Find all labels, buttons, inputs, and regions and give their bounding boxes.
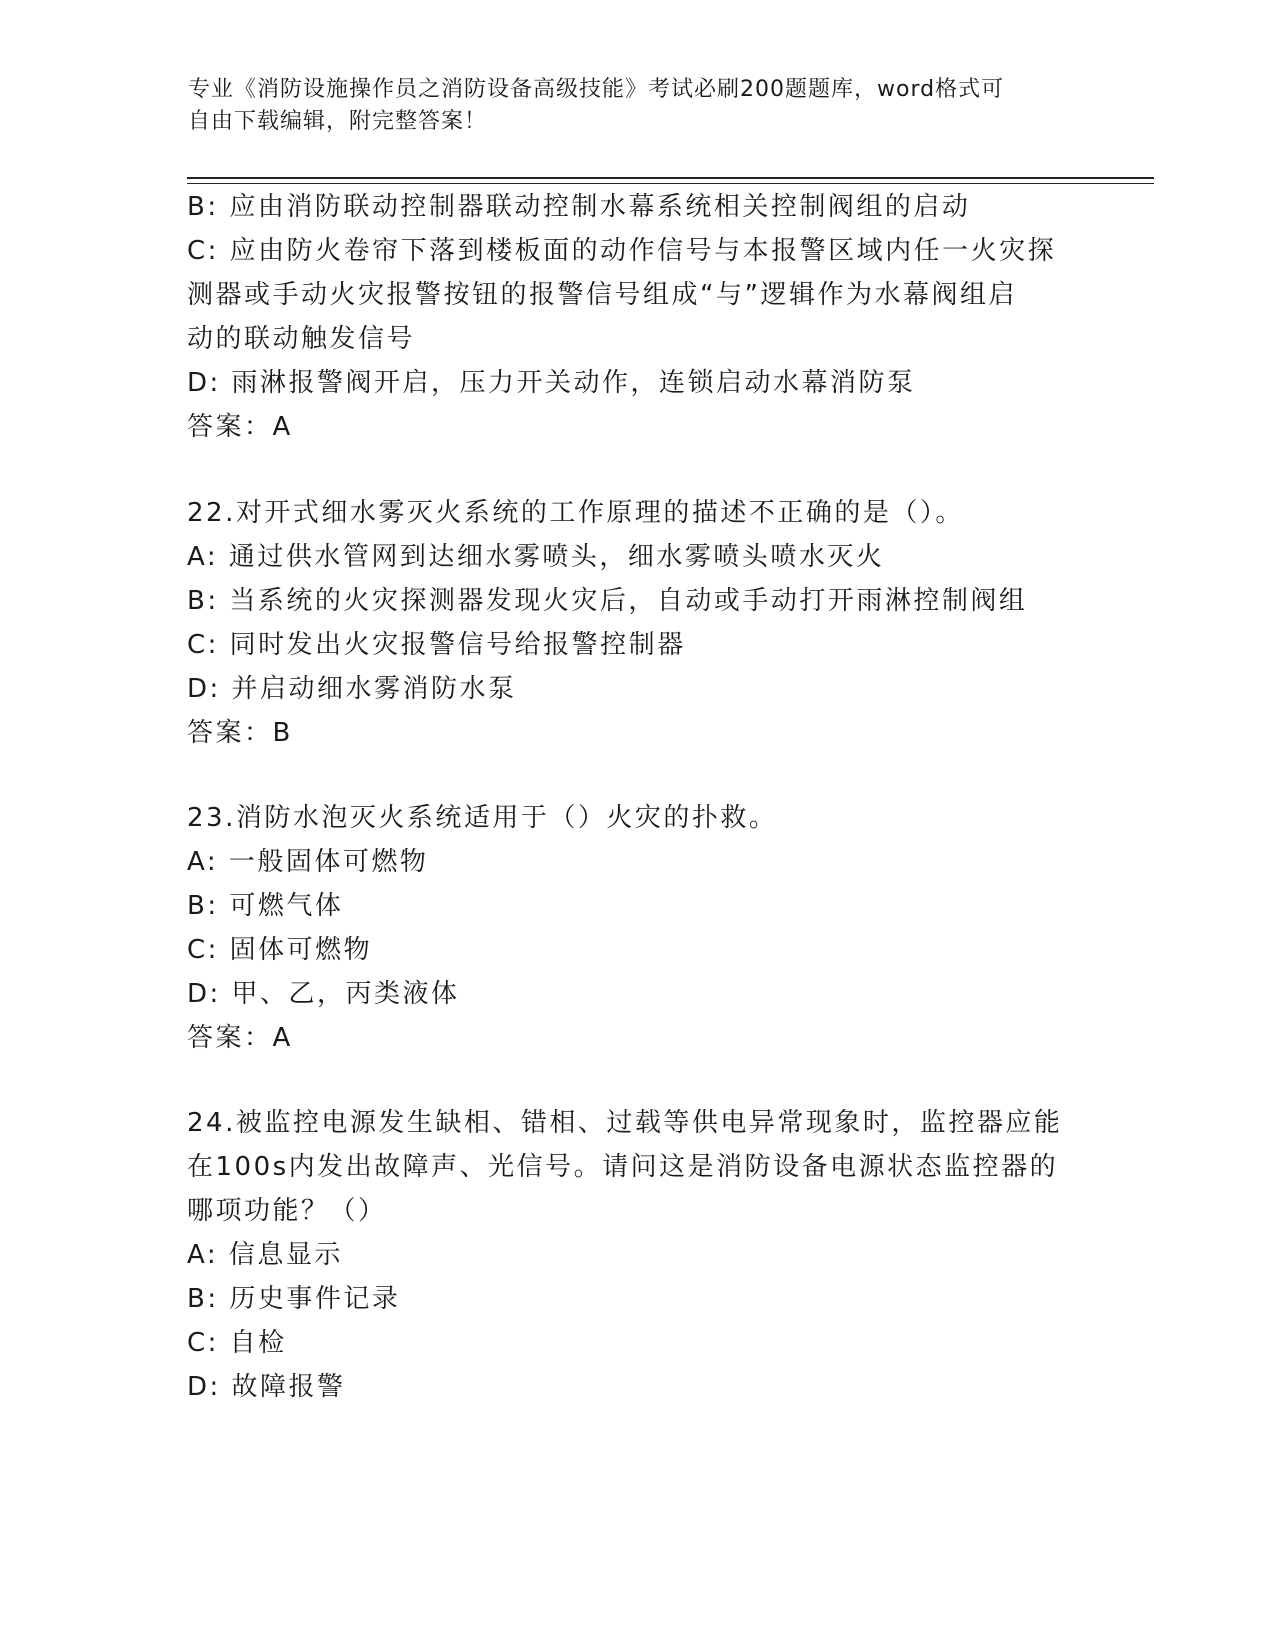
q21-option-b: B: 应由消防联动控制器联动控制水幕系统相关控制阀组的启动 <box>187 192 971 222</box>
document-header <box>188 74 1068 138</box>
q23-option-c: C: 固体可燃物 <box>187 935 373 965</box>
q22-option-b: B: 当系统的火灾探测器发现火灾后，自动或手动打开雨淋控制阀组 <box>187 586 1028 616</box>
q24-stem-line-3: 哪项功能？（） <box>187 1196 387 1226</box>
header-title-line-1: 专业《消防设施操作员之消防设备高级技能》考试必刷200题题库，word格式可 <box>188 77 1005 102</box>
header-divider-thin <box>187 183 1154 184</box>
q22-option-a: A: 通过供水管网到达细水雾喷头，细水雾喷头喷水灭火 <box>187 542 885 572</box>
q23-stem: 23.消防水泡灭火系统适用于（）火灾的扑救。 <box>187 803 778 833</box>
q21-option-c-line-3: 动的联动触发信号 <box>187 324 416 354</box>
q24-option-d: D: 故障报警 <box>187 1372 346 1402</box>
header-title-line-2: 自由下载编辑，附完整答案！ <box>188 109 488 134</box>
q21-option-c-line-1: C: 应由防火卷帘下落到楼板面的动作信号与本报警区域内任一火灾探 <box>187 236 1057 266</box>
q24-stem-line-2: 在100s内发出故障声、光信号。请问这是消防设备电源状态监控器的 <box>187 1152 1059 1182</box>
q23-option-d: D: 甲、乙，丙类液体 <box>187 979 460 1009</box>
q22-option-c: C: 同时发出火灾报警信号给报警控制器 <box>187 630 686 660</box>
q24-stem-line-1: 24.被监控电源发生缺相、错相、过载等供电异常现象时，监控器应能 <box>187 1108 1063 1138</box>
q23-option-b: B: 可燃气体 <box>187 891 344 921</box>
q24-option-b: B: 历史事件记录 <box>187 1284 401 1314</box>
q24-option-a: A: 信息显示 <box>187 1240 343 1270</box>
q22-answer: 答案：B <box>187 718 293 748</box>
q22-option-d: D: 并启动细水雾消防水泵 <box>187 674 517 704</box>
q23-option-a: A: 一般固体可燃物 <box>187 847 429 877</box>
q21-answer: 答案：A <box>187 412 293 442</box>
q21-option-d: D: 雨淋报警阀开启，压力开关动作，连锁启动水幕消防泵 <box>187 368 916 398</box>
q22-stem: 22.对开式细水雾灭火系统的工作原理的描述不正确的是（）。 <box>187 498 964 528</box>
q24-option-c: C: 自检 <box>187 1328 287 1358</box>
header-divider-thick <box>187 177 1154 179</box>
q21-option-c-line-2: 测器或手动火灾报警按钮的报警信号组成“与”逻辑作为水幕阀组启 <box>187 280 1017 310</box>
q23-answer: 答案：A <box>187 1023 293 1053</box>
